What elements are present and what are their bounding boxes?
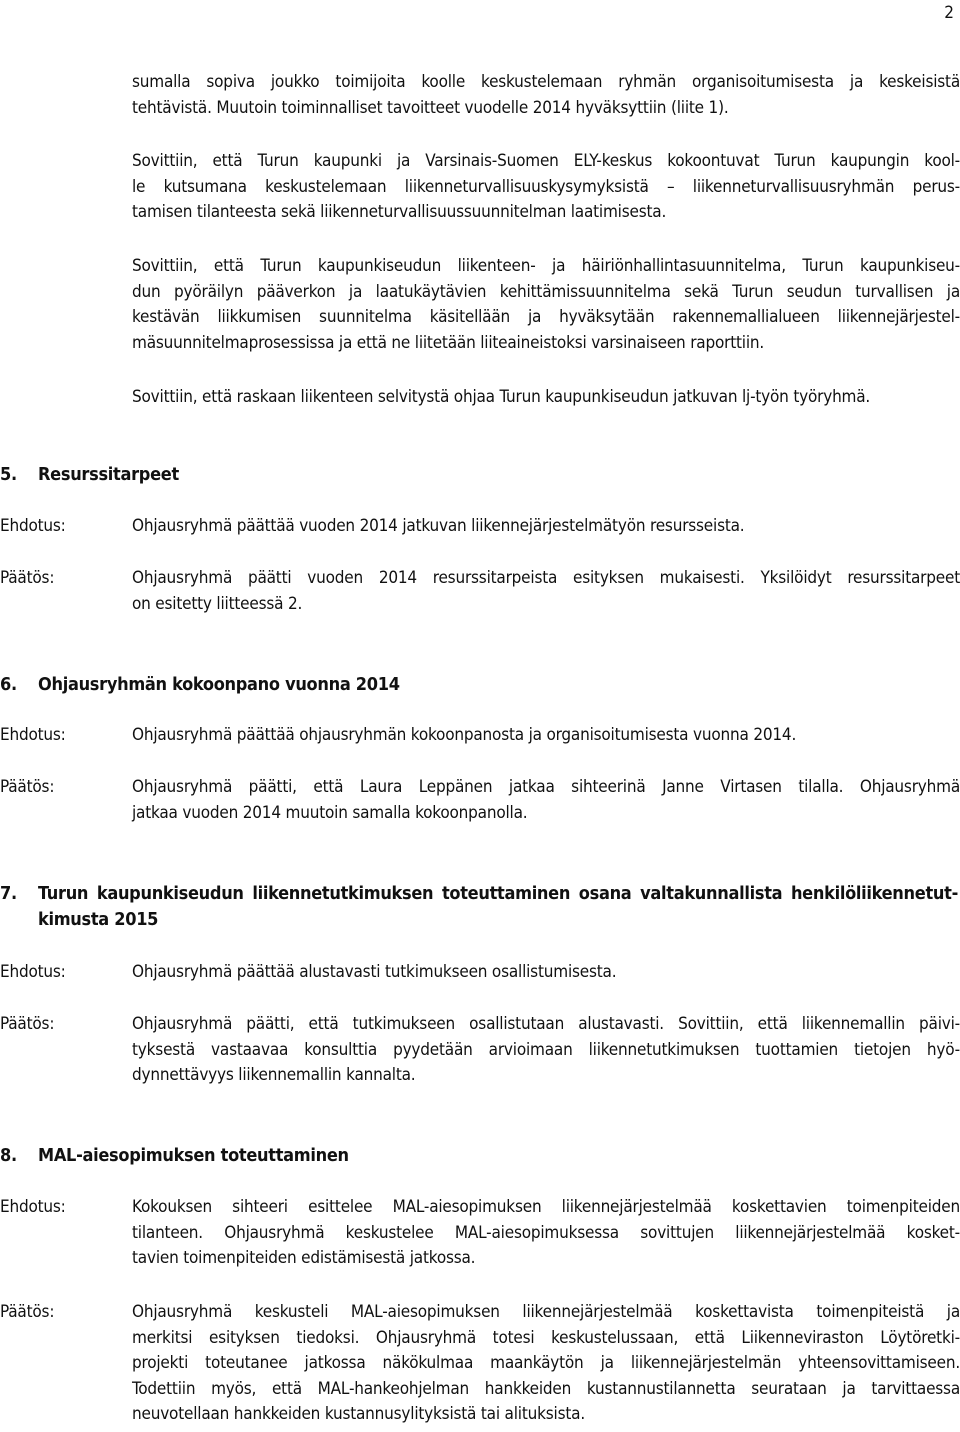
- intro-paragraph-3: [132, 254, 960, 356]
- proposal-text: tilanteen. Ohjausryhmä keskustelee MAL-aiesopimuksessa sovittujen liikennejärjestelmää kosket-: [132, 1222, 960, 1243]
- paragraph-line: Sovittiin, että Turun kaupunki ja Varsinais-Suomen ELY-keskus kokoontuvat Turun kaupungin kool-: [132, 151, 960, 171]
- paragraph-line: sumalla sopiva joukko toimijoita koolle keskustelemaan ryhmän organisoitumisesta ja keskeisistä: [132, 72, 960, 92]
- decision-label: Päätös:: [0, 568, 55, 588]
- section-number: 6.: [0, 674, 17, 695]
- decision-text: dynnettävyys liikennemallin kannalta.: [132, 1065, 416, 1085]
- section-number: 8.: [0, 1145, 17, 1166]
- decision-label: Päätös:: [0, 777, 55, 797]
- intro-paragraph-2: [132, 149, 960, 226]
- section-number: 7.: [0, 883, 17, 904]
- decision-text: merkitsi esityksen tiedoksi. Ohjausryhmä totesi keskustelussaan, että Liikenneviraston Löytöretki-: [132, 1327, 960, 1348]
- paragraph-line: tehtävistä. Muutoin toiminnalliset tavoitteet vuodelle 2014 hyväksyttiin (liite 1).: [132, 97, 729, 118]
- proposal-text: Ohjausryhmä päättää alustavasti tutkimukseen osallistumisesta.: [132, 962, 617, 982]
- decision-text: Ohjausryhmä keskusteli MAL-aiesopimuksen liikennejärjestelmää koskettavista toimenpiteistä ja: [132, 1302, 960, 1322]
- paragraph-line: tamisen tilanteesta sekä liikenneturvallisuussuunnitelman laatimisesta.: [132, 202, 667, 222]
- intro-paragraph-4: [132, 385, 960, 411]
- section-title: MAL-aiesopimuksen toteuttaminen: [38, 1145, 349, 1166]
- section-heading-6: [0, 672, 960, 698]
- proposal-text: tavien toimenpiteiden edistämisestä jatkossa.: [132, 1248, 476, 1268]
- decision-text: tyksestä vastaavaa konsulttia pyydetään arvioimaan liikennetutkimuksen tuottamien tietojen hyö-: [132, 1039, 960, 1060]
- section-heading-7: [0, 881, 960, 933]
- decision-text: Ohjausryhmä päätti vuoden 2014 resurssitarpeista esityksen mukaisesti. Yksilöidyt resurssitarpeet: [132, 568, 960, 588]
- paragraph-line: Sovittiin, että Turun kaupunkiseudun liikenteen- ja häiriönhallintasuunnitelma, Turun kaupunkiseu-: [132, 256, 960, 276]
- paragraph-line: kestävän liikkumisen suunnitelma käsitellään ja hyväksytään rakennemallialueen liikennejärjestel-: [132, 307, 960, 327]
- paragraph-line: le kutsumana keskustelemaan liikenneturvallisuuskysymyksistä – liikenneturvallisuusryhmän perus-: [132, 176, 960, 197]
- proposal-label: Ehdotus:: [0, 1197, 66, 1217]
- page-number: 2: [944, 3, 954, 23]
- decision-text: Todettiin myös, että MAL-hankeohjelman hankkeiden kustannustilannetta seurataan ja tarvittaessa: [132, 1378, 960, 1399]
- proposal-text: Ohjausryhmä päättää vuoden 2014 jatkuvan liikennejärjestelmätyön resursseista.: [132, 516, 745, 536]
- section-title: Resurssitarpeet: [38, 464, 179, 485]
- intro-paragraph-1: [132, 70, 960, 121]
- section-heading-8: [0, 1143, 960, 1169]
- section-number: 5.: [0, 464, 17, 485]
- paragraph-line: dun pyöräilyn pääverkon ja laatukäytävien kehittämissuunnitelma sekä Turun seudun turvallisen ja: [132, 281, 960, 302]
- section-title: kimusta 2015: [38, 909, 159, 930]
- paragraph-line: mäsuunnitelmaprosessissa ja että ne liitetään liiteaineistoksi varsinaiseen raporttiin.: [132, 332, 765, 353]
- proposal-label: Ehdotus:: [0, 725, 66, 745]
- proposal-text: Ohjausryhmä päättää ohjausryhmän kokoonpanosta ja organisoitumisesta vuonna 2014.: [132, 725, 797, 745]
- decision-text: Ohjausryhmä päätti, että Laura Leppänen jatkaa sihteerinä Janne Virtasen tilalla. Ohjausryhmä: [132, 777, 960, 797]
- decision-text: neuvotellaan hankkeiden kustannusylityksistä tai alituksista.: [132, 1404, 585, 1424]
- decision-label: Päätös:: [0, 1302, 55, 1322]
- decision-text: Ohjausryhmä päätti, että tutkimukseen osallistutaan alustavasti. Sovittiin, että liikennemallin päivi-: [132, 1014, 960, 1034]
- decision-text: projekti toteutanee jatkossa näkökulmaa maankäytön ja liikennejärjestelmän yhteensovittamiseen.: [132, 1353, 960, 1373]
- proposal-label: Ehdotus:: [0, 962, 66, 982]
- decision-label: Päätös:: [0, 1014, 55, 1034]
- section-title: Ohjausryhmän kokoonpano vuonna 2014: [38, 674, 400, 695]
- decision-text: jatkaa vuoden 2014 muutoin samalla kokoonpanolla.: [132, 802, 528, 823]
- decision-text: on esitetty liitteessä 2.: [132, 593, 303, 614]
- paragraph-line: Sovittiin, että raskaan liikenteen selvitystä ohjaa Turun kaupunkiseudun jatkuvan lj-työn työryhmä.: [132, 387, 871, 407]
- section-heading-5: [0, 462, 960, 488]
- proposal-label: Ehdotus:: [0, 516, 66, 536]
- proposal-text: Kokouksen sihteeri esittelee MAL-aiesopimuksen liikennejärjestelmää koskettavien toimenpiteiden: [132, 1197, 960, 1217]
- section-title: Turun kaupunkiseudun liikennetutkimuksen toteuttaminen osana valtakunnallista henkilöliikennetut-: [38, 883, 958, 904]
